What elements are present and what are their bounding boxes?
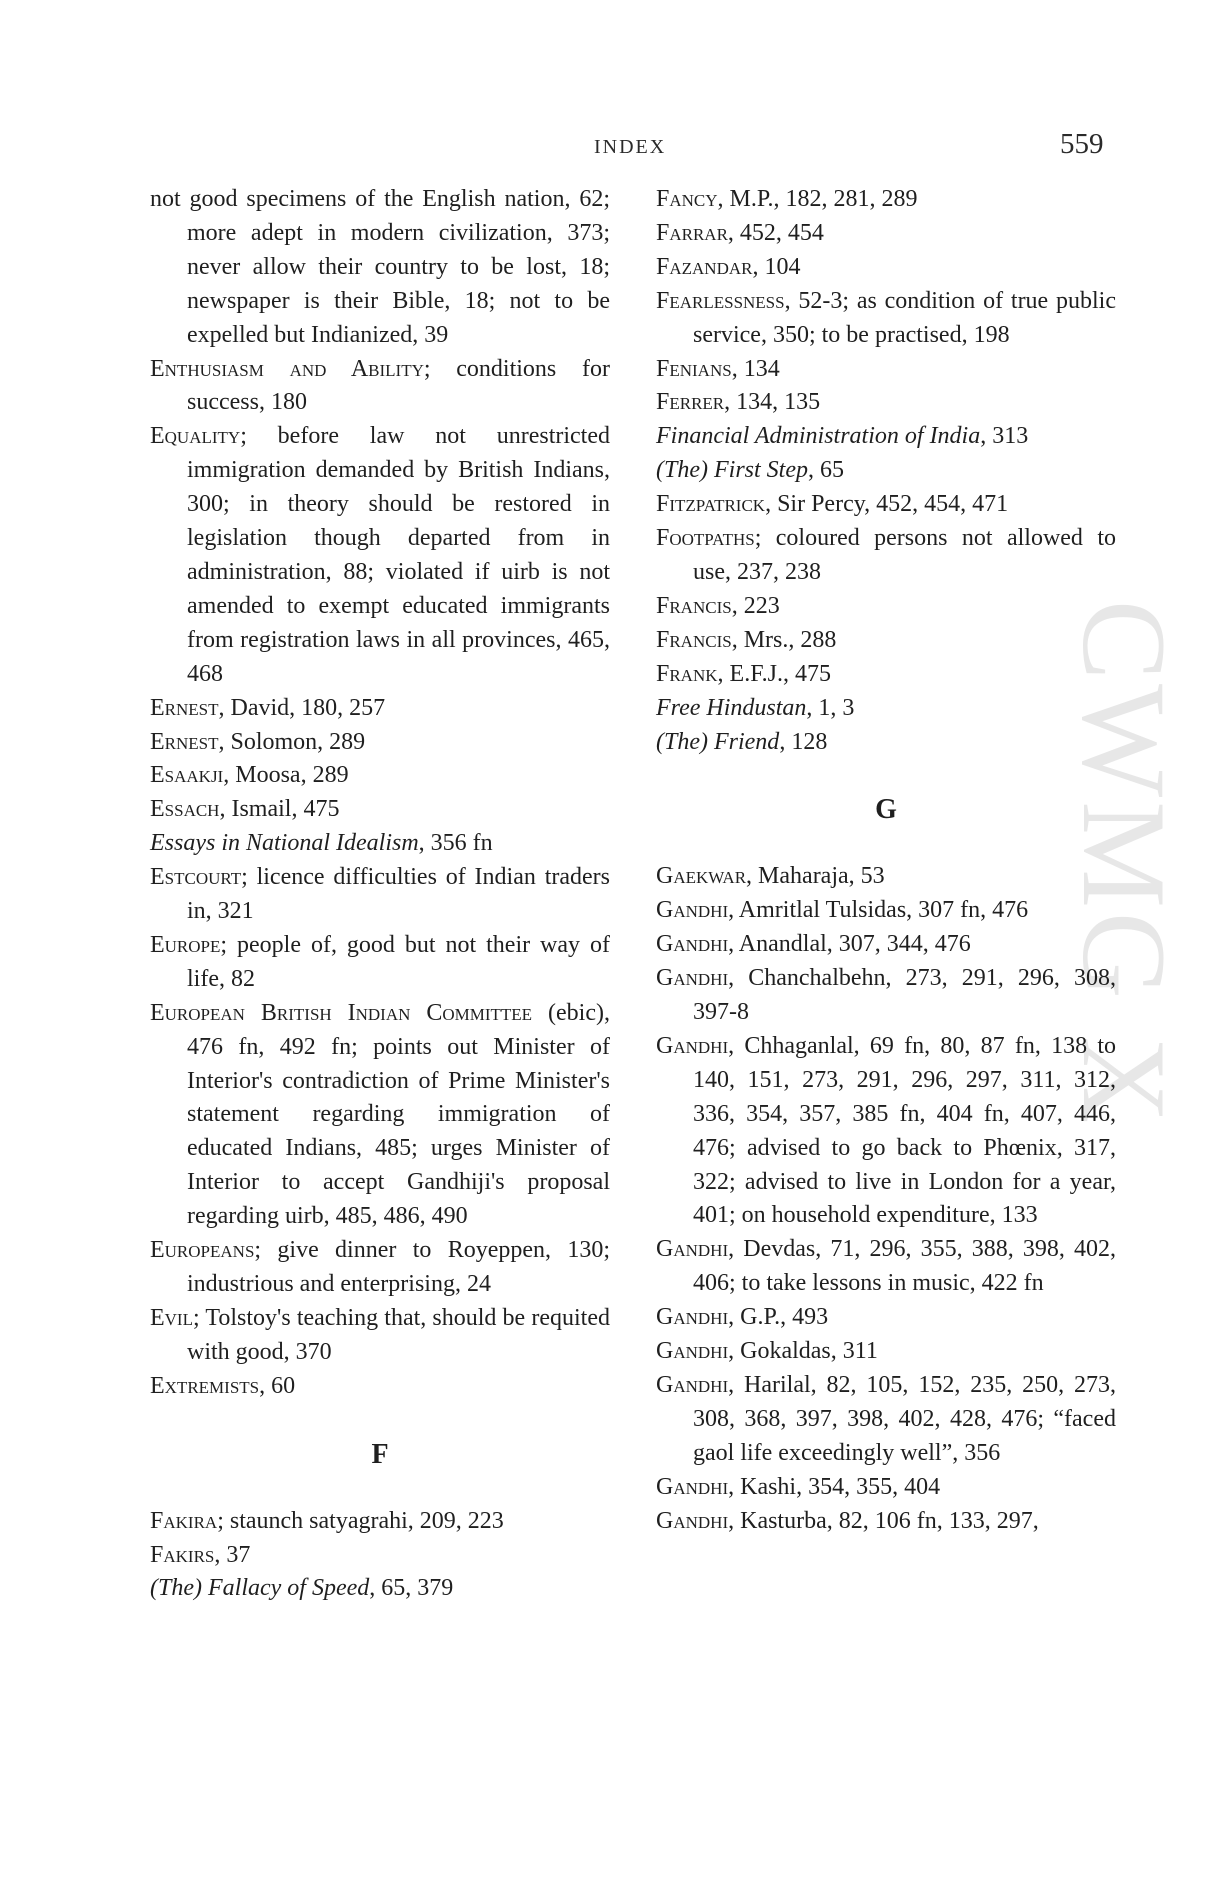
- left-entries: [150, 183, 610, 1404]
- index-text: , Chhaganlal, 69 fn, 80, 87 fn, 138 to 140, 151, 273, 291, 296, 297, 311, 312, 336, 354, 357, 385 fn, 404 fn, 407, 446, 476; advised to go back to Phœnix, 317, 322; advised to live in London for a year, 401; on household expenditure, 133: [693, 1032, 1116, 1229]
- index-text: , 452, 454: [727, 219, 824, 246]
- index-term: Extremists: [150, 1372, 260, 1399]
- index-entry: [150, 929, 610, 997]
- index-text: , Solomon, 289: [218, 728, 366, 755]
- index-entry: [150, 353, 610, 421]
- index-entry: [656, 1233, 1116, 1301]
- index-text: , 356 fn: [418, 830, 493, 857]
- index-term: Gandhi: [656, 1304, 729, 1331]
- index-text: ; licence difficulties of Indian traders in, 321: [187, 864, 610, 925]
- index-term: Evil: [150, 1304, 193, 1331]
- index-text: ; conditions for success, 180: [187, 355, 610, 416]
- index-text: , 1, 3: [806, 694, 855, 721]
- index-text: , 134, 135: [724, 389, 821, 416]
- index-term: Essach: [150, 796, 220, 823]
- section-letter-g: G: [875, 794, 897, 826]
- index-term: Footpaths: [656, 525, 755, 552]
- index-text: , 52-3; as condition of true public service, 350; to be practised, 198: [693, 287, 1116, 348]
- index-term: Gandhi: [656, 1372, 729, 1398]
- index-term: Gandhi: [656, 1338, 729, 1365]
- index-entry: [656, 1301, 1116, 1335]
- watermark: CWMG X: [1058, 600, 1191, 1128]
- index-entry: [150, 1572, 610, 1606]
- index-term: Frank: [656, 660, 718, 687]
- index-text: , 134: [731, 355, 780, 382]
- index-entry: [656, 285, 1116, 353]
- index-term: (The) First Step: [656, 457, 808, 484]
- index-entry: [656, 1030, 1116, 1233]
- index-term: Francis: [656, 626, 732, 653]
- index-entry: [656, 420, 1116, 454]
- index-entry: [150, 1370, 610, 1404]
- index-text: , Harilal, 82, 105, 152, 235, 250, 273, 308, 368, 397, 398, 402, 428, 476; “faced gaol life exceedingly well”, 356: [693, 1372, 1116, 1466]
- index-text: , Amritlal Tulsidas, 307 fn, 476: [728, 897, 1029, 924]
- index-text: , 104: [752, 253, 801, 280]
- f-entries: [150, 1505, 610, 1607]
- index-entry: [656, 488, 1116, 522]
- index-entry: [150, 793, 610, 827]
- index-entry: [656, 386, 1116, 420]
- index-text: , Moosa, 289: [223, 762, 349, 789]
- index-term: Gandhi: [656, 965, 729, 992]
- index-entry: [656, 894, 1116, 928]
- index-term: (The) Fallacy of Speed: [150, 1575, 370, 1602]
- index-text: , 37: [214, 1541, 251, 1568]
- right-entries: [656, 183, 1116, 759]
- index-entry: [656, 692, 1116, 726]
- index-term: Esaakji: [150, 762, 224, 789]
- index-term: Gaekwar: [656, 863, 747, 890]
- index-term: Estcourt: [150, 864, 242, 891]
- index-entry: [656, 217, 1116, 251]
- index-entry: [150, 997, 610, 1234]
- index-term: Gandhi: [656, 897, 729, 924]
- index-text: , Kasturba, 82, 106 fn, 133, 297,: [728, 1507, 1039, 1534]
- index-entry: [656, 251, 1116, 285]
- index-entry: [150, 726, 610, 760]
- index-text: ; give dinner to Royeppen, 130; industrious and enterprising, 24: [187, 1237, 610, 1297]
- index-text: , Anandlal, 307, 344, 476: [728, 931, 971, 958]
- index-term: Equality: [150, 423, 241, 450]
- index-entry: [656, 624, 1116, 658]
- index-entry: [150, 861, 610, 929]
- index-term: Ernest: [150, 728, 219, 755]
- index-term: Ernest: [150, 694, 219, 721]
- index-term: Farrar: [656, 219, 728, 246]
- index-entry: [150, 759, 610, 793]
- index-entry: [656, 928, 1116, 962]
- index-text: , Kashi, 354, 355, 404: [728, 1473, 941, 1500]
- index-term: Fakira: [150, 1507, 218, 1534]
- index-term: Enthusiasm and Ability: [150, 355, 424, 382]
- index-text: , Chanchalbehn, 273, 291, 296, 308, 397-8: [693, 965, 1116, 1026]
- section-letter-f: F: [371, 1438, 389, 1470]
- index-text: not good specimens of the English nation, 62; more adept in modern civilization, 373; never allow their country to be lost, 18; newspaper is their Bible, 18; not to be expelled but Indianized, 39: [150, 186, 610, 348]
- index-entry: [150, 692, 610, 726]
- index-entry: [656, 522, 1116, 590]
- index-text: (ebic), 476 fn, 492 fn; points out Minister of Interior's contradiction of Prime Minister's statement regarding immigration of educated Indians, 485; urges Minister of Interior to accept Gandhiji's proposal regarding uirb, 485, 486, 490: [187, 999, 610, 1230]
- index-term: Francis: [656, 592, 732, 619]
- index-text: , Mrs., 288: [731, 626, 837, 653]
- index-entry: [656, 1335, 1116, 1369]
- index-term: Fitzpatrick: [656, 491, 766, 518]
- index-text: ; coloured persons not allowed to use, 237, 238: [693, 525, 1116, 585]
- index-entry: [656, 860, 1116, 894]
- index-entry: [656, 590, 1116, 624]
- left-column: [150, 183, 610, 1606]
- index-entry: [656, 353, 1116, 387]
- index-term: Essays in National Idealism: [150, 830, 419, 857]
- index-entry: [150, 183, 610, 353]
- index-entry: [150, 1505, 610, 1539]
- index-term: Fazandar: [656, 253, 753, 280]
- index-text: , G.P., 493: [728, 1304, 829, 1331]
- index-entry: [150, 1539, 610, 1573]
- index-entry: [656, 1471, 1116, 1505]
- index-entry: [656, 1369, 1116, 1471]
- index-text: , Gokaldas, 311: [728, 1338, 878, 1365]
- index-text: , Sir Percy, 452, 454, 471: [765, 491, 1009, 518]
- index-entry: [150, 827, 610, 861]
- index-text: , E.F.J., 475: [717, 660, 831, 687]
- index-term: Gandhi: [656, 1236, 729, 1263]
- index-text: , 223: [731, 592, 780, 619]
- index-term: Gandhi: [656, 1473, 729, 1500]
- index-entry: [656, 183, 1116, 217]
- index-term: Gandhi: [656, 1507, 729, 1534]
- index-entry: [656, 454, 1116, 488]
- running-head: INDEX: [594, 136, 667, 158]
- index-term: Fakirs: [150, 1541, 215, 1568]
- index-term: Fenians: [656, 355, 732, 382]
- index-text: ; before law not unrestricted immigration demanded by British Indians, 300; in theory should be restored in legislation though departed from in administration, 88; violated if uirb is not amended to exempt educated immigrants from registration laws in all provinces, 465, 468: [187, 423, 610, 687]
- index-entry: [150, 1302, 610, 1370]
- g-entries: [656, 860, 1116, 1538]
- index-text: , Maharaja, 53: [746, 863, 885, 890]
- index-entry: [656, 658, 1116, 692]
- index-text: ; Tolstoy's teaching that, should be requited with good, 370: [187, 1304, 610, 1365]
- index-term: European British Indian Committee: [150, 999, 533, 1026]
- index-text: , 60: [259, 1372, 296, 1399]
- right-column: [656, 183, 1116, 1539]
- index-term: Europe: [150, 931, 221, 958]
- index-term: Ferrer: [656, 389, 725, 416]
- index-entry: [150, 1234, 610, 1302]
- index-term: Europeans: [150, 1237, 255, 1264]
- index-text: , 65, 379: [369, 1575, 454, 1602]
- index-text: ; people of, good but not their way of life, 82: [187, 931, 610, 992]
- index-text: , Devdas, 71, 296, 355, 388, 398, 402, 406; to take lessons in music, 422 fn: [693, 1236, 1116, 1297]
- index-term: Financial Administration of India: [656, 423, 981, 450]
- page-number: 559: [1060, 128, 1104, 160]
- index-entry: [656, 962, 1116, 1030]
- index-term: (The) Friend: [656, 728, 780, 755]
- index-term: Fearlessness: [656, 287, 785, 314]
- index-text: , David, 180, 257: [218, 694, 386, 721]
- index-text: , 313: [980, 423, 1029, 450]
- index-entry: [656, 726, 1116, 760]
- index-text: , M.P., 182, 281, 289: [717, 186, 918, 212]
- index-text: , 128: [779, 728, 828, 755]
- index-term: Gandhi: [656, 1032, 729, 1059]
- index-text: , Ismail, 475: [219, 796, 340, 823]
- index-entry: [150, 420, 610, 691]
- index-text: , 65: [807, 457, 844, 484]
- index-term: Gandhi: [656, 931, 729, 958]
- index-entry: [656, 1505, 1116, 1539]
- index-term: Free Hindustan: [656, 694, 807, 721]
- index-term: Fancy: [656, 186, 718, 212]
- index-text: ; staunch satyagrahi, 209, 223: [217, 1507, 504, 1534]
